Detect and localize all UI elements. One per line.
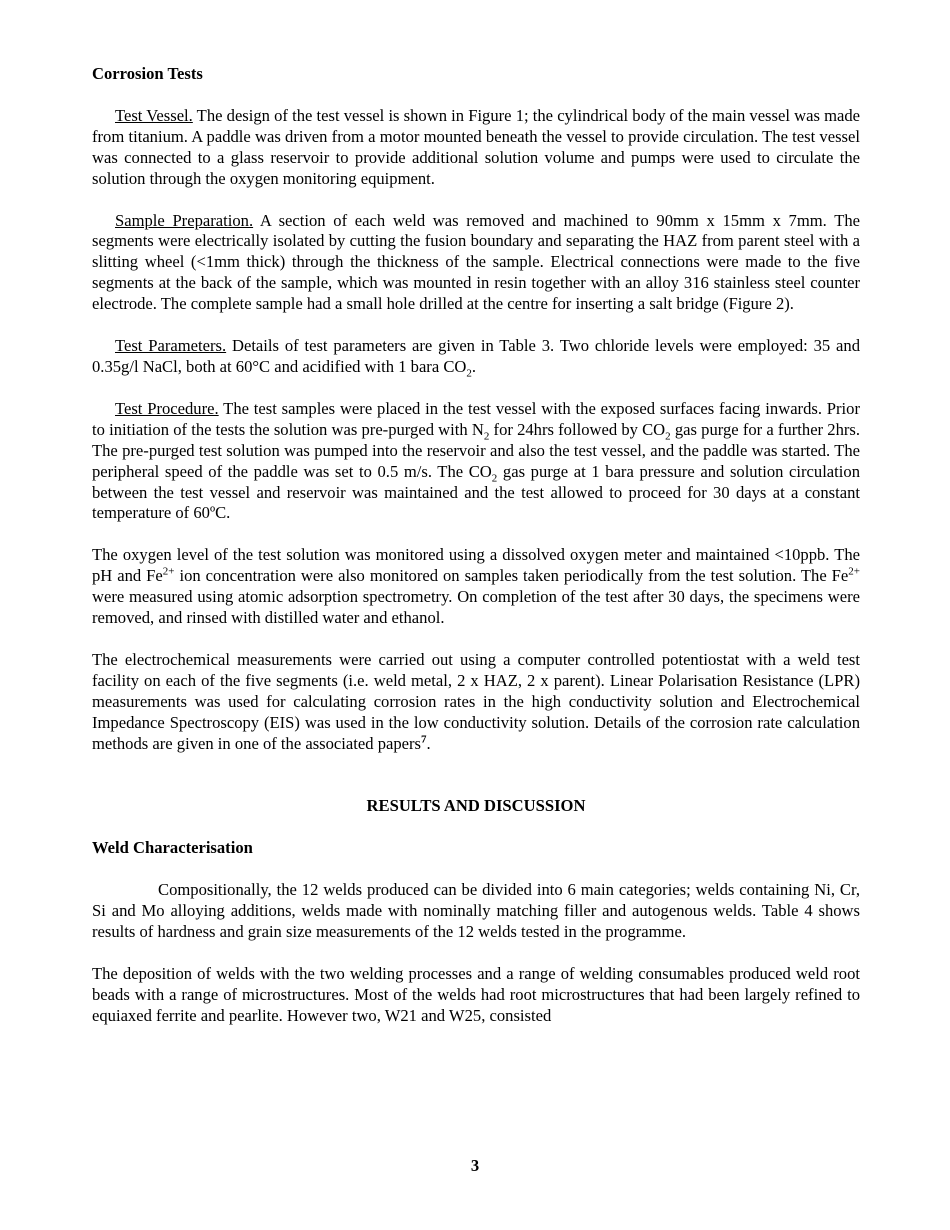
oxygen-paragraph: The oxygen level of the test solution was monitored using a dissolved oxygen meter and maintained <10ppb. The pH and $Fe^{2+}$ ion concentration were also monitored on samples taken periodically from the test solution. The $Fe^{2+}$ were measured using atomic adsorption spectrometry. On completion of the test after 30 days, the specimens were removed, and rinsed with distilled water and ethanol. bbox=[92, 545, 860, 628]
page-body bbox=[92, 64, 860, 1027]
test-parameters-label: Test Parameters. bbox=[115, 336, 227, 356]
corrosion-tests-heading: Corrosion Tests bbox=[92, 64, 203, 83]
sample-preparation-paragraph: Sample Preparation. A section of each weld was removed and machined to 90mm x 15mm x 7mm. The segments were electrically isolated by cutting the fusion boundary and separating the HAZ from parent steel with a slitting wheel (<1mm thick) through the thickness of the sample. Electrical connections were made to the five segments at the back of the sample, which was mounted in resin together with an alloy 316 stainless steel counter electrode. The complete sample had a small hole drilled at the centre for inserting a salt bridge (Figure 2). bbox=[92, 210, 860, 314]
results-heading: RESULTS AND DISCUSSION bbox=[366, 796, 586, 816]
reference-7: 7 bbox=[421, 733, 427, 746]
test-parameters-paragraph: Test Parameters. Details of test parameters are given in Table 3. Two chloride levels were employed: 35 and 0.35g/l NaCl, both at 60°C and acidified with 1 bara $CO_2$. bbox=[92, 336, 860, 380]
test-vessel-paragraph: Test Vessel. The design of the test vessel is shown in Figure 1; the cylindrical body of the main vessel was made from titanium. A paddle was driven from a motor mounted beneath the vessel to provide circulation. The test vessel was connected to a glass reservoir to provide additional solution volume and pumps were used to circulate the solution through the oxygen monitoring equipment. bbox=[92, 105, 861, 188]
sample-preparation-label: Sample Preparation. bbox=[115, 210, 254, 230]
page-number: 3 bbox=[470, 1156, 480, 1175]
electrochemical-paragraph: The electrochemical measurements were carried out using a computer controlled potentiostat with a weld test facility on each of the five segments (i.e. weld metal, 2 x HAZ, 2 x parent). Linear Polarisation Resistance (LPR) measurements was used for calculating corrosion rates in the high conductivity solution and Electrochemical Impedance Spectroscopy (EIS) was used in the low conductivity solution. Details of the corrosion rate calculation methods are given in one of the associated papers$^7$. bbox=[92, 649, 860, 753]
test-procedure-label: Test Procedure. bbox=[115, 398, 219, 418]
weld-characterisation-heading: Weld Characterisation bbox=[92, 838, 253, 858]
weld-categories-paragraph: Compositionally, the 12 welds produced can be divided into 6 main categories; welds containing Ni, Cr, Si and Mo alloying additions, welds made with nominally matching filler and autogenous welds. Table 4 shows results of hardness and grain size measurements of the 12 welds tested in the programme. bbox=[92, 880, 860, 942]
weld-microstructure-paragraph: The deposition of welds with the two welding processes and a range of welding consumables produced weld root beads with a range of microstructures. Most of the welds had root microstructures that had been largely refined to equiaxed ferrite and pearlite. However two, W21 and W25, consisted bbox=[92, 964, 860, 1025]
test-procedure-paragraph: Test Procedure. The test samples were placed in the test vessel with the exposed surfaces facing inwards. Prior to initiation of the tests the solution was pre-purged with $N_2$ for 24hrs followed by $CO_2$ gas purge for a further 2hrs. The pre-purged test solution was pumped into the reservoir and also the test vessel, and the paddle was started. The peripheral speed of the paddle was set to 0.5 m/s. The $CO_2$ gas purge at 1 bara pressure and solution circulation between the test vessel and reservoir was maintained and the test allowed to proceed for 30 days at a constant temperature of 60ºC. bbox=[92, 398, 860, 523]
test-vessel-label: Test Vessel. bbox=[115, 105, 193, 125]
